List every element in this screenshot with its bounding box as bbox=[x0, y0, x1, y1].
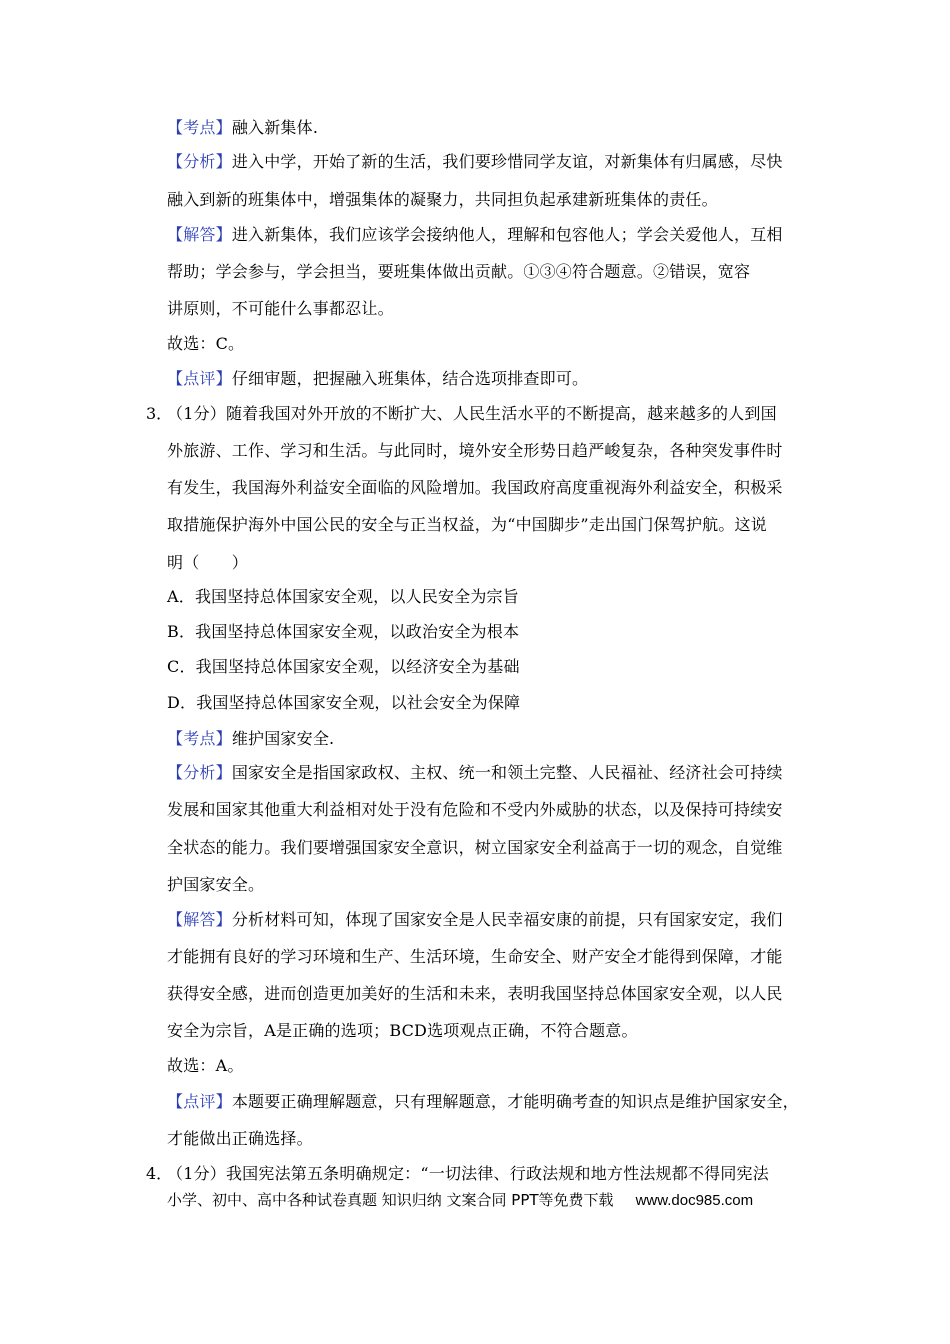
q3-fenxi-line4: 护国家安全。 bbox=[167, 875, 265, 894]
footer-url[interactable]: www.doc985.com bbox=[635, 1192, 754, 1209]
q2-jieda-line2: 帮助；学会参与，学会担当，要班集体做出贡献。①③④符合题意。②错误，宽容 bbox=[167, 262, 751, 281]
q3-jieda-line2: 才能拥有良好的学习环境和生产、生活环境，生命安全、财产安全才能得到保障，才能 bbox=[167, 947, 783, 966]
q3-dianping-line2: 才能做出正确选择。 bbox=[167, 1129, 313, 1148]
q3-jieda-line1 bbox=[167, 910, 783, 930]
jieda-tag: 【解答】 bbox=[167, 225, 232, 244]
fenxi-tag: 【分析】 bbox=[167, 763, 232, 782]
q3-answer: 故选：A。 bbox=[167, 1056, 244, 1075]
q3-stem-line1: （1分）随着我国对外开放的不断扩大、人民生活水平的不断提高，越来越多的人到国 bbox=[167, 404, 777, 423]
q3-option-b: B．我国坚持总体国家安全观，以政治安全为根本 bbox=[167, 622, 520, 641]
q3-option-a: A．我国坚持总体国家安全观，以人民安全为宗旨 bbox=[167, 587, 519, 606]
q2-dianping-line bbox=[167, 369, 588, 389]
q3-stem-line4: 取措施保护海外中国公民的安全与正当权益，为“中国脚步”走出国门保驾护航。这说 bbox=[167, 515, 767, 534]
q4-stem-line1: （1分）我国宪法第五条明确规定：“一切法律、行政法规和地方性法规都不得同宪法 bbox=[167, 1164, 769, 1183]
q3-option-d: D．我国坚持总体国家安全观，以社会安全为保障 bbox=[167, 693, 521, 712]
q2-jieda-line3: 讲原则，不可能什么事都忍让。 bbox=[167, 299, 394, 318]
q3-stem-line3: 有发生，我国海外利益安全面临的风险增加。我国政府高度重视海外利益安全，积极采 bbox=[167, 478, 783, 497]
q2-kaodian-line bbox=[167, 118, 318, 138]
fenxi-text: 进入中学，开始了新的生活，我们要珍惜同学友谊，对新集体有归属感，尽快 bbox=[231, 152, 783, 171]
fenxi-tag: 【分析】 bbox=[167, 152, 232, 171]
q3-fenxi-line1 bbox=[167, 763, 783, 783]
jieda-tag: 【解答】 bbox=[167, 910, 232, 929]
dianping-text: 本题要正确理解题意，只有理解题意，才能明确考查的知识点是维护国家安全， bbox=[231, 1092, 799, 1111]
kaodian-text: 融入新集体. bbox=[231, 118, 319, 137]
kaodian-tag: 【考点】 bbox=[167, 118, 232, 137]
kaodian-text: 维护国家安全. bbox=[231, 729, 335, 748]
q3-dianping-line1 bbox=[167, 1092, 799, 1112]
footer-text: 小学、初中、高中各种试卷真题 知识归纳 文案合同 PPT等免费下载 bbox=[167, 1191, 614, 1209]
jieda-text: 进入新集体，我们应该学会接纳他人，理解和包容他人；学会关爱他人，互相 bbox=[231, 225, 783, 244]
q3-fenxi-line2: 发展和国家其他重大利益相对处于没有危险和不受内外威胁的状态，以及保持可持续安 bbox=[167, 800, 783, 819]
dianping-text: 仔细审题，把握融入班集体，结合选项排查即可。 bbox=[231, 369, 589, 388]
q2-jieda-line1 bbox=[167, 225, 783, 245]
q2-fenxi-line1 bbox=[167, 152, 783, 172]
q2-fenxi-line2: 融入到新的班集体中，增强集体的凝聚力，共同担负起承建新班集体的责任。 bbox=[167, 190, 718, 209]
dianping-tag: 【点评】 bbox=[167, 369, 232, 388]
q4-number: 4． bbox=[146, 1164, 173, 1183]
page-footer bbox=[167, 1190, 753, 1211]
q3-jieda-line3: 获得安全感，进而创造更加美好的生活和未来，表明我国坚持总体国家安全观，以人民 bbox=[167, 984, 783, 1003]
jieda-text: 分析材料可知，体现了国家安全是人民幸福安康的前提，只有国家安定，我们 bbox=[231, 910, 783, 929]
dianping-tag: 【点评】 bbox=[167, 1092, 232, 1111]
q2-answer: 故选：C。 bbox=[167, 334, 245, 353]
kaodian-tag: 【考点】 bbox=[167, 729, 232, 748]
q3-fenxi-line3: 全状态的能力。我们要增强国家安全意识，树立国家安全利益高于一切的观念，自觉维 bbox=[167, 838, 783, 857]
q3-kaodian-line bbox=[167, 729, 334, 749]
fenxi-text: 国家安全是指国家政权、主权、统一和领土完整、人民福祉、经济社会可持续 bbox=[231, 763, 783, 782]
q3-stem-line5: 明（ ） bbox=[167, 553, 249, 572]
q3-number: 3． bbox=[146, 404, 173, 423]
q3-jieda-line4: 安全为宗旨，A是正确的选项；BCD选项观点正确，不符合题意。 bbox=[167, 1021, 638, 1040]
q3-stem-line2: 外旅游、工作、学习和生活。与此同时，境外安全形势日趋严峻复杂，各种突发事件时 bbox=[167, 441, 783, 460]
q3-option-c: C．我国坚持总体国家安全观，以经济安全为基础 bbox=[167, 657, 520, 676]
